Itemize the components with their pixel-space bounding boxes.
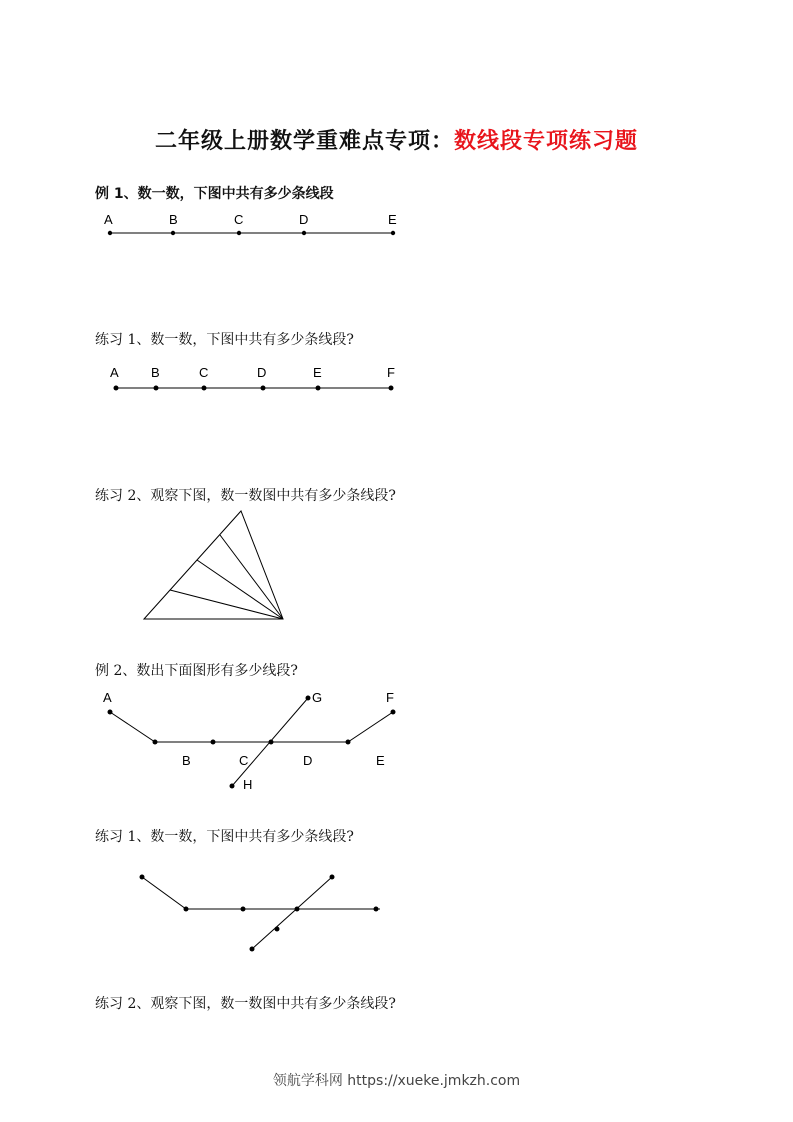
point-label: H bbox=[243, 777, 253, 792]
point-label: C bbox=[239, 753, 249, 768]
point-label: D bbox=[299, 212, 309, 227]
footer-watermark: 领航学科网 https://xueke.jmkzh.com bbox=[272, 1073, 521, 1089]
point bbox=[295, 907, 300, 912]
point-label: A bbox=[104, 212, 113, 227]
point-label: F bbox=[386, 690, 394, 705]
point-label: F bbox=[387, 365, 395, 380]
point-label: C bbox=[234, 212, 244, 227]
point-label: G bbox=[312, 690, 323, 705]
point-label: B bbox=[169, 212, 178, 227]
title-black: 二年级上册数学重难点专项： bbox=[154, 128, 454, 154]
point-label: B bbox=[182, 753, 191, 768]
question-practice-1: 练习 1、数一数，下图中共有多少条线段? bbox=[95, 332, 354, 348]
point-label: E bbox=[388, 212, 397, 227]
polyline bbox=[142, 877, 380, 909]
point bbox=[241, 907, 246, 912]
point-label: C bbox=[199, 365, 209, 380]
point-label: B bbox=[151, 365, 160, 380]
point bbox=[374, 907, 379, 912]
question-practice-2b: 练习 2、观察下图，数一数图中共有多少条线段? bbox=[95, 996, 396, 1012]
point bbox=[184, 907, 189, 912]
point bbox=[275, 927, 280, 932]
point-label: D bbox=[257, 365, 267, 380]
point-label: A bbox=[110, 365, 119, 380]
question-example-1: 例 1、数一数，下图中共有多少条线段 bbox=[95, 186, 334, 202]
point-label: D bbox=[303, 753, 313, 768]
question-example-2: 例 2、数出下面图形有多少线段? bbox=[95, 663, 298, 679]
question-practice-1b: 练习 1、数一数，下图中共有多少条线段? bbox=[95, 829, 354, 845]
point bbox=[250, 947, 255, 952]
point bbox=[330, 875, 335, 880]
point-label: A bbox=[103, 690, 112, 705]
point-label: E bbox=[376, 753, 385, 768]
point-label: E bbox=[313, 365, 322, 380]
segment-line bbox=[252, 877, 332, 949]
question-practice-2: 练习 2、观察下图，数一数图中共有多少条线段? bbox=[95, 488, 396, 504]
point bbox=[140, 875, 145, 880]
title-red: 数线段专项练习题 bbox=[454, 129, 639, 154]
